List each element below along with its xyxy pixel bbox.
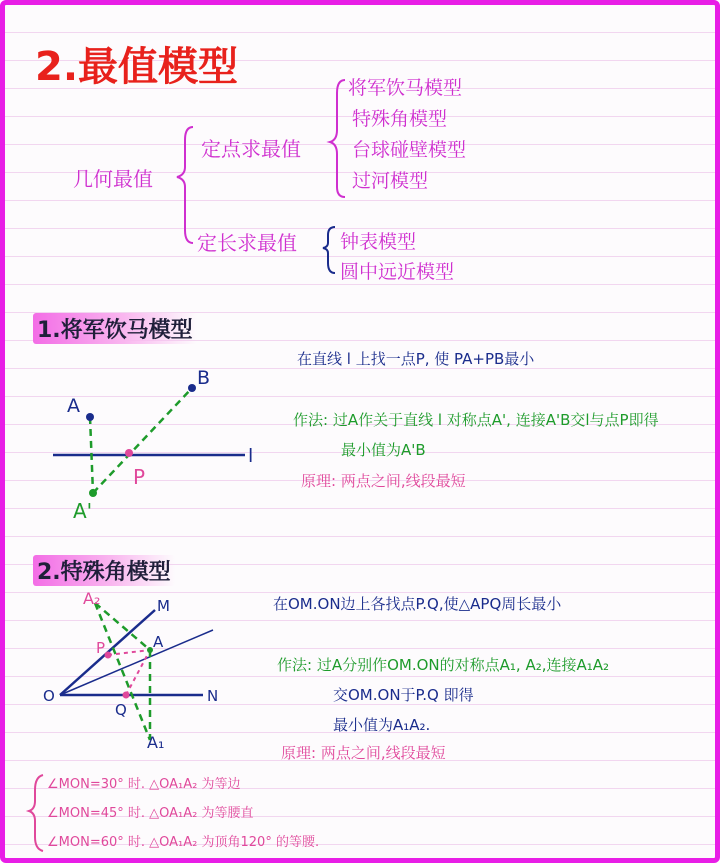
label-o: O <box>43 687 55 705</box>
branch2-item: 钟表模型 <box>340 231 417 253</box>
label-a2-point: A <box>153 633 164 651</box>
section2-method-cont: 交OM.ON于P.Q 即得 <box>333 686 474 704</box>
branch1-item: 特殊角模型 <box>352 108 448 130</box>
section2-problem: 在OM.ON边上各找点P.Q,使△APQ周长最小 <box>273 595 562 613</box>
section1-method: 作法: 过A作关于直线 l 对称点A', 连接A'B交l与点P即得 <box>293 411 659 429</box>
branch2-label: 定长求最值 <box>197 231 297 255</box>
note-item: ∠MON=30° 时. △OA₁A₂ 为等边 <box>47 777 241 792</box>
page-title: 2.最值模型 <box>35 44 239 90</box>
section2-principle: 原理: 两点之间,线段最短 <box>281 744 446 762</box>
label-l: l <box>248 445 254 467</box>
section2-method: 作法: 过A分别作OM.ON的对称点A₁, A₂,连接A₁A₂ <box>277 656 610 674</box>
label-p: P <box>133 465 146 489</box>
branch1-item: 台球碰壁模型 <box>352 139 467 161</box>
section1-principle: 原理: 两点之间,线段最短 <box>301 472 466 490</box>
branch1-label: 定点求最值 <box>201 137 301 161</box>
section2-minimum: 最小值为A₁A₂. <box>333 716 431 734</box>
label-a1: A₁ <box>147 733 165 752</box>
note-item: ∠MON=60° 时. △OA₁A₂ 为顶角120° 的等腰. <box>47 835 320 850</box>
label-a-prime: A' <box>73 499 93 523</box>
section1-heading: 1.将军饮马模型 <box>33 313 197 344</box>
section2-heading: 2.特殊角模型 <box>33 555 175 586</box>
label-a: A <box>67 395 80 417</box>
label-n: N <box>207 687 219 705</box>
notes-brace <box>5 5 715 858</box>
branch1-item: 过河模型 <box>352 170 429 192</box>
note-item: ∠MON=45° 时. △OA₁A₂ 为等腰直 <box>47 806 254 821</box>
label-m: M <box>157 597 170 615</box>
label-p2: P <box>96 639 106 657</box>
label-q: Q <box>115 701 127 719</box>
tree-root: 几何最值 <box>73 167 153 191</box>
label-b: B <box>197 367 211 389</box>
section1-minimum: 最小值为A'B <box>341 441 426 459</box>
branch2-item: 圆中远近模型 <box>340 261 455 283</box>
section1-problem: 在直线 l 上找一点P, 使 PA+PB最小 <box>297 350 535 368</box>
branch1-item: 将军饮马模型 <box>348 77 463 99</box>
label-a2: A₂ <box>83 589 101 608</box>
